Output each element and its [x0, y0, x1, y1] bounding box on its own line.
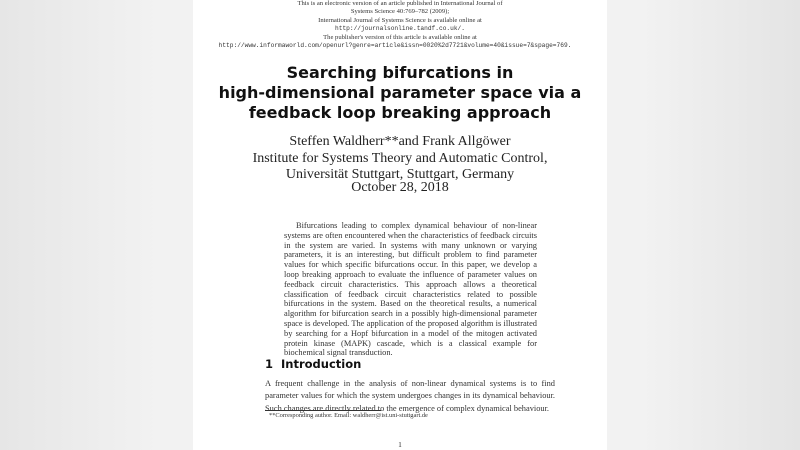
title-line: high-dimensional parameter space via a — [218, 83, 582, 102]
notice-line: Systems Science 40:769–782 (2009); — [350, 8, 450, 16]
affiliation: Universität Stuttgart, Stuttgart, Germany — [285, 167, 515, 182]
authors: Steffen Waldherr**and Frank Allgöwer — [289, 134, 511, 149]
notice-line: This is an electronic version of an article published in International Journal of — [297, 0, 503, 7]
journal-url[interactable]: http://journalsonline.tandf.co.uk/. — [335, 25, 465, 33]
abstract: Bifurcations leading to complex dynamical behaviour of non-linear systems are often encountered when the characteristics of feedback circuits in the system are varied. In systems with many unknown or varying parameters, it is an interesting, but difficult problem to find parameter values for which specific bifurcations occur. In this paper, we develop a loop breaking approach to evaluate the influence of parameter values on feedback circuit characteristics. This approach allows a theoretical classification of feedback circuit characteristics related to possible bifurcations in the system. Based on the theoretical results, a numerical algorithm for bifurcation search in a possibly high-dimensional parameter space is developed. The application of the proposed algorithm is illustrated by searching for a Hopf bifurcation in a model of the mitogen activated protein kinase (MAPK) cascade, which is a classical example for biochemical signal transduction. — [284, 221, 537, 358]
page-number: 1 — [398, 441, 402, 449]
publication-notice — [193, 0, 607, 50]
paper-title — [193, 63, 607, 123]
notice-line: The publisher's version of this article is available online at — [323, 33, 477, 41]
title-line: Searching bifurcations in — [286, 63, 514, 82]
section-heading — [265, 357, 369, 371]
notice-line: International Journal of Systems Science is available online at — [318, 16, 482, 24]
section-title: Introduction — [281, 357, 362, 371]
author-block — [193, 134, 607, 184]
paper-page — [193, 0, 607, 450]
affiliation: Institute for Systems Theory and Automatic Control, — [252, 150, 548, 166]
section-number: 1 — [265, 357, 274, 371]
footnote-rule — [265, 410, 381, 411]
footnote: **Corresponding author. Email: waldherr@ist.uni-stuttgart.de — [269, 412, 428, 419]
publisher-url[interactable]: http://www.informaworld.com/openurl?genre=article&issn=0020%2d7721&volume=40&issue=7&spage=769. — [218, 42, 572, 50]
title-line: feedback loop breaking approach — [248, 103, 552, 122]
date: October 28, 2018 — [351, 180, 449, 195]
body-paragraph: A frequent challenge in the analysis of non-linear dynamical systems is to find parameter values for which the system undergoes changes in its dynamical behaviour. Such changes are directly related to the emergence of complex dynamical behaviour. — [265, 379, 555, 413]
